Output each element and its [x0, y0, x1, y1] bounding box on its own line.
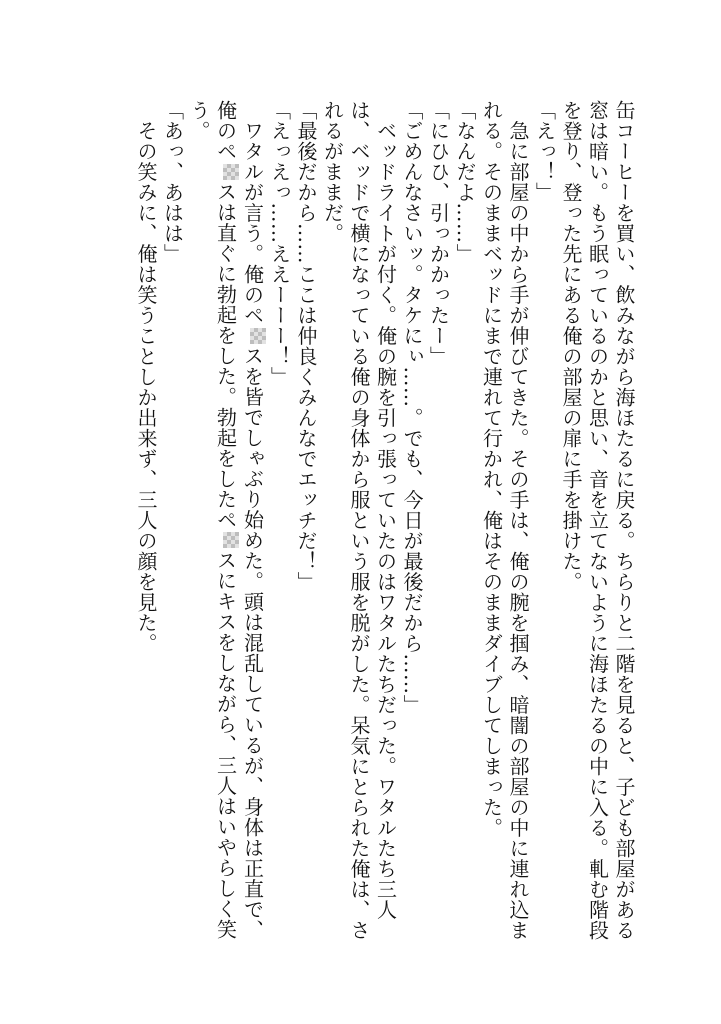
censor-mosaic — [223, 532, 239, 548]
paragraph: 「あっ、あはは」 — [160, 100, 185, 264]
paragraph: 急に部屋の中から手が伸びてきた。その手は、俺の腕を掴み、暗闇の部屋の中に連れ込まれる。そのままベッドにまで連れて行かれ、俺はそのままダイブしてしまった。 — [479, 100, 530, 941]
paragraph: 「にひひ、引っかかったー」 — [426, 100, 451, 367]
censor-mosaic — [223, 164, 239, 180]
text-run: ワタルが言う。俺のペ — [240, 100, 265, 326]
censor-mosaic — [250, 328, 266, 344]
paragraph: その笑みに、俺は笑うことしか出来ず、三人の顔を見た。 — [134, 100, 158, 654]
paragraph: 「最後だから……ここは仲良くみんなでエッチだ！」 — [294, 100, 318, 592]
paragraph: 「えっ！」 — [532, 100, 557, 203]
text-run: スは直ぐに勃起をした。勃起をしたペ — [213, 181, 238, 530]
vertical-text-block — [133, 100, 638, 955]
text-run: スを皆でしゃぶり始めた。頭は混乱しているが、身体は正直で、俺のペ — [213, 100, 265, 940]
text-run: スにキスをしながら、三人はいやらしく笑う。 — [187, 100, 238, 940]
paragraph-with-censor — [186, 100, 267, 955]
paragraph: 「なんだよ……」 — [453, 100, 477, 264]
paragraph: 「ごめんなさいッ。タケにぃ……。でも、今日が最後だから……」 — [400, 100, 424, 715]
paragraph: 缶コーヒーを買い、飲みながら海ほたるに戻る。ちらりと二階を見ると、子ども部屋がある窓は暗い。もう眠っているのかと思い、音を立てないように海ほたるの中に入る。軋む階段を登り、登った先にある俺の部屋の扉に手を掛けた。 — [559, 100, 636, 941]
paragraph: ベッドライトが付く。俺の腕を引っ張っていたのはワタルたちだった。ワタルたち三人は、ベッドで横になっている俺の身体から服という服を脱がした。呆気にとられた俺は、されるがままだ。 — [320, 100, 398, 941]
paragraph: 「えっえっ……ええーーー！」 — [267, 100, 292, 387]
